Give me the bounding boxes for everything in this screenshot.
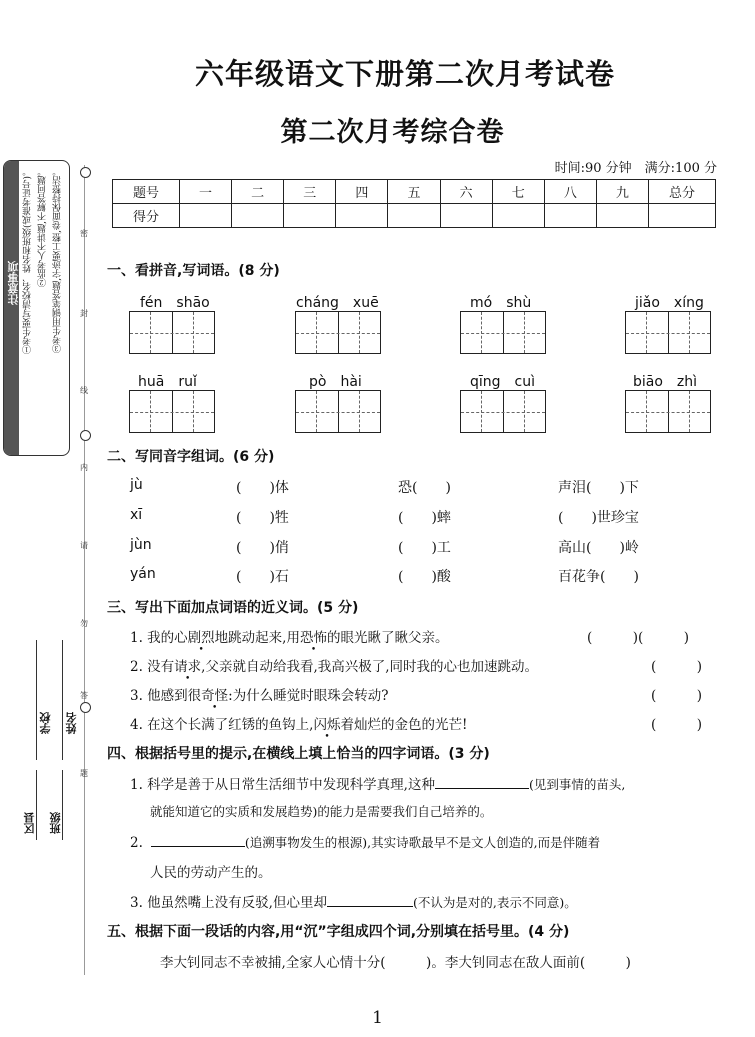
fill-item[interactable]: 声泪( )下 xyxy=(558,480,639,496)
table-cell: 得分 xyxy=(113,204,180,228)
dotted-word: 请求 xyxy=(174,659,202,675)
dotted-word: 恐怖 xyxy=(299,630,327,646)
question: 3. 他感到很奇怪:为什么睡觉时眼珠会转动? xyxy=(130,688,389,704)
score-cell[interactable] xyxy=(388,204,440,228)
paragraph: 李大钊同志不幸被捕,全家人心情十分( )。李大钊同志在敌人面前( ) xyxy=(160,955,631,971)
fill-item[interactable]: ( )酸 xyxy=(398,569,451,585)
answer-blank[interactable]: ( )( ) xyxy=(587,630,690,646)
answer-grid[interactable] xyxy=(625,390,711,433)
exam-title: 六年级语文下册第二次月考试卷 xyxy=(194,57,615,91)
fill-item[interactable]: 恐( ) xyxy=(398,480,451,496)
seal-char: 题 xyxy=(80,769,88,778)
table-cell: 五 xyxy=(388,180,440,204)
section-heading: 四、根据括号里的提示,在横线上填上恰当的四字词语。(3 分) xyxy=(107,746,490,762)
question: 1. 科学是善于从日常生活细节中发现科学真理,这种 (见到事情的苗头, xyxy=(130,773,625,793)
table-cell: 总分 xyxy=(649,180,716,204)
question: 2. 没有请求,父亲就自动给我看,我高兴极了,同时我的心也加速跳动。 xyxy=(130,659,539,675)
exam-meta: 时间:90 分钟 满分:100 分 xyxy=(554,161,717,176)
answer-grid[interactable] xyxy=(625,311,711,354)
answer-grid[interactable] xyxy=(460,311,546,354)
question: 1. 我的心剧烈地跳动起来,用恐怖的眼光瞅了瞅父亲。 xyxy=(130,630,449,646)
seal-char: 线 xyxy=(80,386,88,395)
table-cell: 一 xyxy=(180,180,232,204)
question: 2. (追溯事物发生的根源),其实诗歌最早不是文人创造的,而是伴随着 xyxy=(130,832,600,851)
fill-item[interactable]: 高山( )岭 xyxy=(558,540,639,556)
table-cell: 八 xyxy=(544,180,596,204)
pinyin-label: jùn xyxy=(130,537,152,553)
seal-char: 内 xyxy=(80,463,88,472)
notice-header xyxy=(4,161,19,455)
pinyin-label: biāo zhì xyxy=(633,374,698,390)
field-line xyxy=(62,640,63,760)
answer-blank[interactable]: ( ) xyxy=(651,717,703,733)
fill-item[interactable]: 百花争( ) xyxy=(558,569,639,585)
answer-grid[interactable] xyxy=(460,390,546,433)
dotted-word: 奇怪 xyxy=(201,688,229,704)
score-cell[interactable] xyxy=(649,204,716,228)
score-cell[interactable] xyxy=(596,204,648,228)
question: 就能知道它的实质和发展趋势)的能力是需要我们自己培养的。 xyxy=(150,804,493,819)
seal-char: 密 xyxy=(80,229,88,238)
page-number: 1 xyxy=(372,1008,383,1028)
score-cell[interactable] xyxy=(180,204,232,228)
section-heading: 三、写出下面加点词语的近义词。(5 分) xyxy=(107,600,359,616)
fill-item[interactable]: ( )工 xyxy=(398,540,451,556)
section-heading: 一、看拼音,写词语。(8 分) xyxy=(107,263,280,279)
answer-grid[interactable] xyxy=(295,311,381,354)
notice-item: ②监考人不讲题,不解答问题。 xyxy=(38,167,48,287)
pinyin-label: jù xyxy=(130,477,143,493)
fill-item[interactable]: ( )世珍宝 xyxy=(558,510,639,526)
table-cell: 二 xyxy=(232,180,284,204)
answer-blank[interactable]: ( ) xyxy=(651,659,703,675)
seal-char: 请 xyxy=(80,541,88,550)
notice-item: ①考生要写清校名、姓名和班级(或准考证号)。 xyxy=(23,167,33,355)
section-heading: 五、根据下面一段话的内容,用“沉”字组成四个词,分别填在括号里。(4 分) xyxy=(107,924,570,940)
score-table-header xyxy=(113,180,716,204)
field-line xyxy=(36,640,37,760)
question: 4. 在这个长满了红锈的鱼钩上,闪烁着灿烂的金色的光芒! xyxy=(130,717,468,733)
table-cell: 三 xyxy=(284,180,336,204)
score-cell[interactable] xyxy=(544,204,596,228)
name-label[interactable]: 姓名 xyxy=(65,712,78,734)
pinyin-label: qīng cuì xyxy=(470,374,535,390)
dotted-word: 闪烁 xyxy=(313,717,341,733)
fill-line[interactable] xyxy=(151,832,245,847)
fill-line[interactable] xyxy=(327,892,413,907)
score-cell[interactable] xyxy=(336,204,388,228)
score-table-row xyxy=(113,204,716,228)
notice-box xyxy=(3,160,70,456)
answer-blank[interactable]: ( ) xyxy=(651,688,703,704)
score-cell[interactable] xyxy=(492,204,544,228)
fill-item[interactable]: ( )俏 xyxy=(236,540,289,556)
dotted-word: 剧烈 xyxy=(187,630,215,646)
score-cell[interactable] xyxy=(440,204,492,228)
school-label[interactable]: 学校 xyxy=(39,712,52,734)
fill-item[interactable]: ( )体 xyxy=(236,480,289,496)
answer-grid[interactable] xyxy=(129,311,215,354)
district-label[interactable]: 区县 xyxy=(23,812,36,834)
seal-char: 答 xyxy=(80,691,88,700)
binding-line xyxy=(84,165,85,975)
binding-hole xyxy=(80,167,91,178)
answer-grid[interactable] xyxy=(295,390,381,433)
fill-item[interactable]: ( )石 xyxy=(236,569,289,585)
seal-char: 勿 xyxy=(80,619,88,628)
question: 人民的劳动产生的。 xyxy=(150,865,272,881)
table-cell: 七 xyxy=(492,180,544,204)
fill-line[interactable] xyxy=(435,774,529,789)
exam-subtitle: 第二次月考综合卷 xyxy=(280,117,505,148)
pinyin-label: jiǎo xíng xyxy=(635,295,704,311)
pinyin-label: xī xyxy=(130,507,143,523)
pinyin-label: huā ruǐ xyxy=(138,374,197,390)
table-cell: 四 xyxy=(336,180,388,204)
pinyin-label: fén shāo xyxy=(140,295,210,311)
binding-hole xyxy=(80,702,91,713)
binding-hole xyxy=(80,430,91,441)
notice-item: ③考生用钢笔答题,字迹要工整,卷面保持整洁。 xyxy=(53,167,63,353)
section-heading: 二、写同音字组词。(6 分) xyxy=(107,449,275,465)
answer-grid[interactable] xyxy=(129,390,215,433)
pinyin-label: mó shù xyxy=(470,295,532,311)
fill-item[interactable]: ( )牲 xyxy=(236,510,289,526)
score-cell[interactable] xyxy=(284,204,336,228)
pinyin-label: yán xyxy=(130,566,156,582)
fill-item[interactable]: ( )蟀 xyxy=(398,510,451,526)
score-table xyxy=(112,179,716,228)
table-cell: 题号 xyxy=(113,180,180,204)
pinyin-label: pò hài xyxy=(309,374,362,390)
table-cell: 六 xyxy=(440,180,492,204)
notice-title: 注意事项 xyxy=(7,261,20,305)
class-label[interactable]: 班级 xyxy=(49,812,62,834)
pinyin-label: cháng xuē xyxy=(296,295,379,311)
question: 3. 他虽然嘴上没有反驳,但心里却 (不认为是对的,表示不同意)。 xyxy=(130,891,577,911)
seal-char: 封 xyxy=(80,309,88,318)
score-cell[interactable] xyxy=(232,204,284,228)
table-cell: 九 xyxy=(596,180,648,204)
